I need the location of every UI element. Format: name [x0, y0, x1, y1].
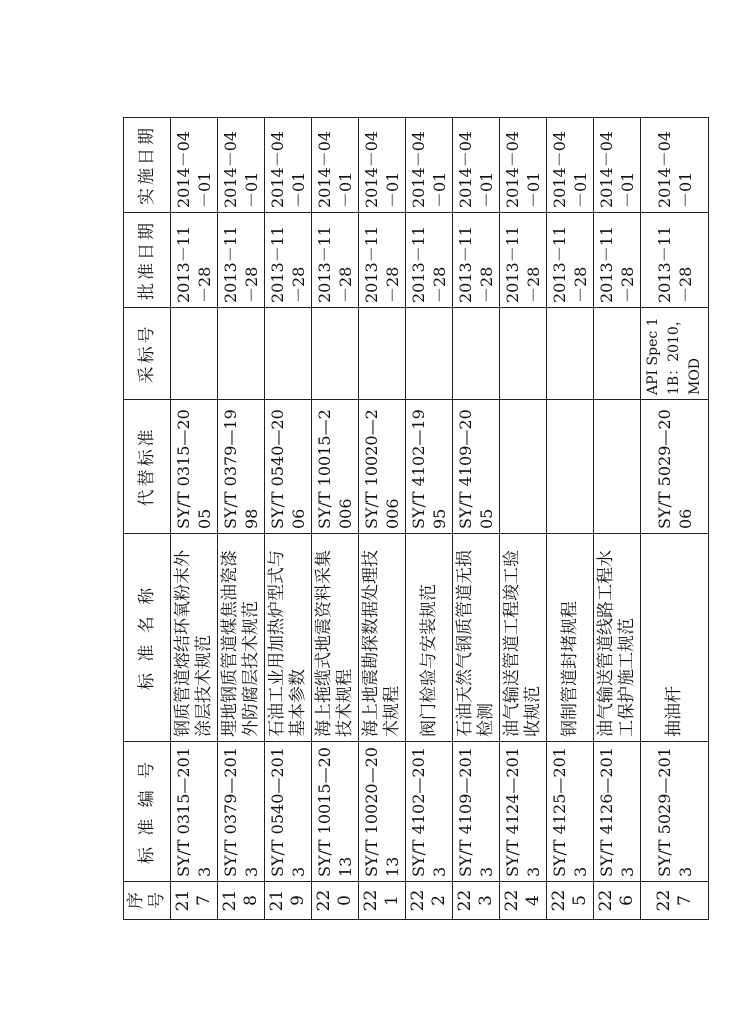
row-code: SY/T 0540—2013 — [265, 742, 312, 882]
row-replaces — [594, 400, 641, 534]
row-name: 海上拖缆式地震资料采集技术规程 — [312, 534, 359, 742]
table-row — [265, 118, 312, 920]
row-adopted — [359, 308, 406, 400]
row-adopted — [312, 308, 359, 400]
row-adopted — [500, 308, 547, 400]
row-code: SY/T 0315—2013 — [171, 742, 218, 882]
row-name: 油气输送管道工程竣工验收规范 — [500, 534, 547, 742]
row-effective: 2014－04－01 — [218, 118, 265, 213]
row-approved: 2013－11－28 — [312, 213, 359, 308]
row-seq: 224 — [500, 882, 547, 920]
row-effective: 2014－04－01 — [453, 118, 500, 213]
table-row — [453, 118, 500, 920]
table-row — [312, 118, 359, 920]
row-approved: 2013－11－28 — [406, 213, 453, 308]
row-approved: 2013－11－28 — [453, 213, 500, 308]
row-adopted: API Spec 11B：2010，MOD — [641, 308, 709, 400]
row-effective: 2014－04－01 — [500, 118, 547, 213]
header-seq: 序号 — [124, 882, 171, 920]
row-effective: 2014－04－01 — [359, 118, 406, 213]
rotated-table-wrapper — [123, 118, 703, 920]
row-name: 埋地钢质管道煤焦油瓷漆外防腐层技术规范 — [218, 534, 265, 742]
table-row — [594, 118, 641, 920]
row-adopted — [406, 308, 453, 400]
row-adopted — [547, 308, 594, 400]
row-adopted — [265, 308, 312, 400]
row-replaces: SY/T 0379—1998 — [218, 400, 265, 534]
row-code: SY/T 4125—2013 — [547, 742, 594, 882]
row-effective: 2014－04－01 — [547, 118, 594, 213]
row-code: SY/T 0379—2013 — [218, 742, 265, 882]
table-row — [359, 118, 406, 920]
row-replaces: SY/T 10020—2006 — [359, 400, 406, 534]
row-effective: 2014－04－01 — [312, 118, 359, 213]
row-effective: 2014－04－01 — [406, 118, 453, 213]
row-code: SY/T 4102—2013 — [406, 742, 453, 882]
row-approved: 2013－11－28 — [500, 213, 547, 308]
row-seq: 225 — [547, 882, 594, 920]
row-name: 钢质管道熔结环氧粉末外涂层技术规范 — [171, 534, 218, 742]
row-seq: 223 — [453, 882, 500, 920]
row-name: 钢制管道封堵规程 — [547, 534, 594, 742]
row-approved: 2013－11－28 — [359, 213, 406, 308]
row-seq: 217 — [171, 882, 218, 920]
row-seq: 227 — [641, 882, 709, 920]
header-code: 标 准 编 号 — [124, 742, 171, 882]
row-name: 油气输送管道线路工程水工保护施工规范 — [594, 534, 641, 742]
row-approved: 2013－11－28 — [594, 213, 641, 308]
table-row — [500, 118, 547, 920]
row-code: SY/T 4124—2013 — [500, 742, 547, 882]
row-name: 石油天然气钢质管道无损检测 — [453, 534, 500, 742]
header-approved: 批准日期 — [124, 213, 171, 308]
row-seq: 219 — [265, 882, 312, 920]
standards-table — [123, 117, 709, 920]
table-row — [641, 118, 709, 920]
header-effective: 实施日期 — [124, 118, 171, 213]
row-seq: 221 — [359, 882, 406, 920]
row-approved: 2013－11－28 — [641, 213, 709, 308]
row-name: 抽油杆 — [641, 534, 709, 742]
row-name: 石油工业用加热炉型式与基本参数 — [265, 534, 312, 742]
row-approved: 2013－11－28 — [547, 213, 594, 308]
row-replaces — [500, 400, 547, 534]
row-seq: 226 — [594, 882, 641, 920]
row-code: SY/T 4126—2013 — [594, 742, 641, 882]
header-name: 标 准 名 称 — [124, 534, 171, 742]
row-code: SY/T 4109—2013 — [453, 742, 500, 882]
table-row — [547, 118, 594, 920]
table-row — [218, 118, 265, 920]
row-approved: 2013－11－28 — [171, 213, 218, 308]
row-replaces: SY/T 4109—2005 — [453, 400, 500, 534]
row-replaces: SY/T 0540—2006 — [265, 400, 312, 534]
row-adopted — [453, 308, 500, 400]
row-code: SY/T 10015—2013 — [312, 742, 359, 882]
row-adopted — [171, 308, 218, 400]
row-seq: 222 — [406, 882, 453, 920]
row-approved: 2013－11－28 — [265, 213, 312, 308]
row-code: SY/T 10020—2013 — [359, 742, 406, 882]
row-name: 阀门检验与安装规范 — [406, 534, 453, 742]
row-adopted — [218, 308, 265, 400]
header-replaces: 代替标准 — [124, 400, 171, 534]
header-row — [124, 118, 171, 920]
row-effective: 2014－04－01 — [265, 118, 312, 213]
row-name: 海上地震勘探数据处理技术规程 — [359, 534, 406, 742]
row-seq: 218 — [218, 882, 265, 920]
row-effective: 2014－04－01 — [641, 118, 709, 213]
row-replaces: SY/T 5029—2006 — [641, 400, 709, 534]
row-replaces: SY/T 4102—1995 — [406, 400, 453, 534]
table-row — [171, 118, 218, 920]
row-replaces: SY/T 10015—2006 — [312, 400, 359, 534]
row-replaces — [547, 400, 594, 534]
row-adopted — [594, 308, 641, 400]
row-code: SY/T 5029—2013 — [641, 742, 709, 882]
header-adopted: 采标号 — [124, 308, 171, 400]
row-seq: 220 — [312, 882, 359, 920]
row-replaces: SY/T 0315—2005 — [171, 400, 218, 534]
row-effective: 2014－04－01 — [594, 118, 641, 213]
row-approved: 2013－11－28 — [218, 213, 265, 308]
row-effective: 2014－04－01 — [171, 118, 218, 213]
table-row — [406, 118, 453, 920]
